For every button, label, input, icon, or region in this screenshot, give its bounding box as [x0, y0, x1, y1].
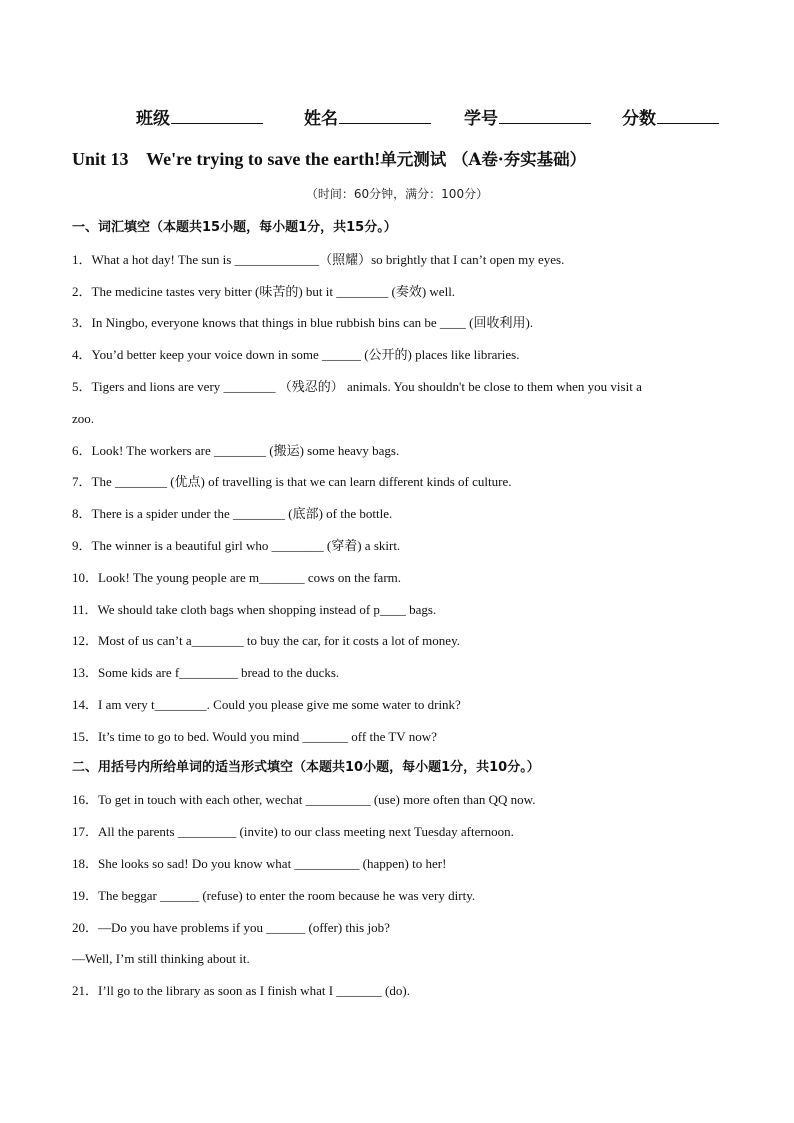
section-heading-2: 二、用括号内所给单词的适当形式填空（本题共10小题，每小题1分，共10分。）	[72, 760, 540, 775]
question-6: 6．Look! The workers are ________ (搬运) some heavy bags.	[72, 443, 400, 458]
class-label: 班级	[136, 109, 170, 129]
question-8: 8．There is a spider under the ________ (底部) of the bottle.	[72, 506, 393, 521]
question-7: 7．The ________ (优点) of travelling is that we can learn different kinds of culture.	[72, 474, 512, 489]
question-12: 12．Most of us can’t a________ to buy the car, for it costs a lot of money.	[72, 633, 460, 648]
class-field	[136, 104, 263, 131]
question-19: 19．The beggar ______ (refuse) to enter the room because he was very dirty.	[72, 888, 476, 903]
page-title	[72, 147, 586, 172]
score-field	[622, 104, 719, 131]
question-3: 3．In Ningbo, everyone knows that things in blue rubbish bins can be ____ (回收利用).	[72, 315, 534, 330]
question-17: 17．All the parents _________ (invite) to our class meeting next Tuesday afternoon.	[72, 824, 514, 839]
section-heading-1: 一、词汇填空（本题共15小题，每小题1分，共15分。）	[72, 220, 397, 235]
question-10: 10．Look! The young people are m_______ cows on the farm.	[72, 570, 402, 585]
question-11: 11．We should take cloth bags when shopping instead of p____ bags.	[72, 602, 437, 617]
question-5-continued: zoo.	[72, 411, 95, 426]
name-blank	[339, 104, 431, 124]
question-2: 2．The medicine tastes very bitter (味苦的) but it ________ (奏效) well.	[72, 284, 456, 299]
title-english: Unit 13 We're trying to save the earth!	[72, 149, 381, 169]
class-blank	[171, 104, 263, 124]
question-1: 1．What a hot day! The sun is _____________（照耀）so brightly that I can’t open my eyes.	[72, 252, 565, 267]
question-9: 9．The winner is a beautiful girl who ________ (穿着) a skirt.	[72, 538, 401, 553]
question-4: 4．You’d better keep your voice down in some ______ (公开的) places like libraries.	[72, 347, 520, 362]
question-16: 16．To get in touch with each other, wechat __________ (use) more often than QQ now.	[72, 792, 536, 807]
question-18: 18．She looks so sad! Do you know what __________ (happen) to her!	[72, 856, 447, 871]
exam-time-info: （时间：60分钟，满分：100分）	[305, 187, 489, 201]
question-20-reply: —Well, I’m still thinking about it.	[72, 951, 250, 966]
score-blank	[657, 104, 719, 124]
question-14: 14．I am very t________. Could you please give me some water to drink?	[72, 697, 461, 712]
title-chinese: 单元测试 （A卷·夯实基础）	[380, 150, 587, 169]
question-15: 15．It’s time to go to bed. Would you mind _______ off the TV now?	[72, 729, 437, 744]
question-5: 5．Tigers and lions are very ________ （残忍的） animals. You shouldn't be close to them when you visit a	[72, 379, 642, 394]
student-id-label: 学号	[464, 109, 498, 129]
student-id-field	[464, 104, 591, 131]
name-field	[304, 104, 431, 131]
student-info-row	[0, 104, 794, 132]
name-label: 姓名	[304, 109, 338, 129]
question-13: 13．Some kids are f_________ bread to the ducks.	[72, 665, 340, 680]
student-id-blank	[499, 104, 591, 124]
question-20: 20．—Do you have problems if you ______ (offer) this job?	[72, 920, 390, 935]
score-label: 分数	[622, 109, 656, 129]
question-21: 21．I’ll go to the library as soon as I finish what I _______ (do).	[72, 983, 410, 998]
